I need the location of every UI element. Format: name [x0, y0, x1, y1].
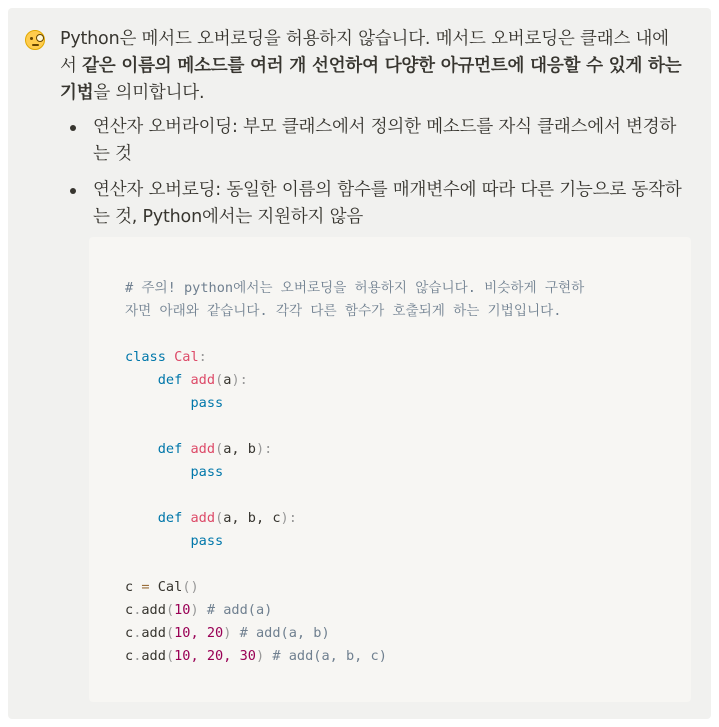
code-block[interactable]	[89, 237, 691, 702]
intro-bold: 같은 이름의 메소드를 여러 개 선언하여 다양한 아규먼트에 대응할 수 있게 하는 기법	[60, 56, 682, 103]
bullet-item-overloading: 연산자 오버로딩: 동일한 이름의 함수를 매개변수에 따라 다른 기능으로 동작하는 것, Python에서는 지원하지 않음	[60, 177, 685, 231]
code-call-line-1: c.add(10) # add(a)	[125, 602, 273, 618]
code-def-line-1: def add(a):	[157, 372, 248, 388]
code-class-line: class Cal:	[125, 349, 207, 365]
code-call-line-3: c.add(10, 20, 30) # add(a, b, c)	[125, 648, 387, 664]
intro-suffix: 을 의미합니다.	[93, 83, 205, 103]
intro-prefix: Python은 메서드 오버로딩을 허용하지 않습니다. 메서드 오버로딩은 클래스 내에서	[60, 29, 669, 76]
code-blank-line	[125, 415, 655, 438]
code-blank-line	[125, 323, 655, 346]
code-def-line-2: def add(a, b):	[157, 441, 273, 457]
code-blank-line	[125, 553, 655, 576]
code-pass-line-2: pass	[190, 464, 224, 480]
message-body	[60, 26, 685, 240]
code-comment-line-1: # 주의! python에서는 오버로딩을 허용하지 않습니다. 비슷하게 구현하	[125, 280, 585, 296]
code-pass-line-3: pass	[190, 533, 224, 549]
code-call-line-2: c.add(10, 20) # add(a, b)	[125, 625, 330, 641]
code-assign-line: c = Cal()	[125, 579, 199, 595]
bullet-list	[60, 114, 685, 231]
bullet-item-overriding: 연산자 오버라이딩: 부모 클래스에서 정의한 메소드를 자식 클래스에서 변경하는 것	[60, 114, 685, 168]
monocle-face-icon	[25, 30, 45, 50]
code-blank-line	[125, 484, 655, 507]
code-comment-line-2: 자면 아래와 같습니다. 각각 다른 함수가 호출되게 하는 기법입니다.	[125, 303, 562, 319]
code-def-line-3: def add(a, b, c):	[157, 510, 297, 526]
intro-paragraph	[60, 26, 685, 107]
code-pass-line-1: pass	[190, 395, 224, 411]
